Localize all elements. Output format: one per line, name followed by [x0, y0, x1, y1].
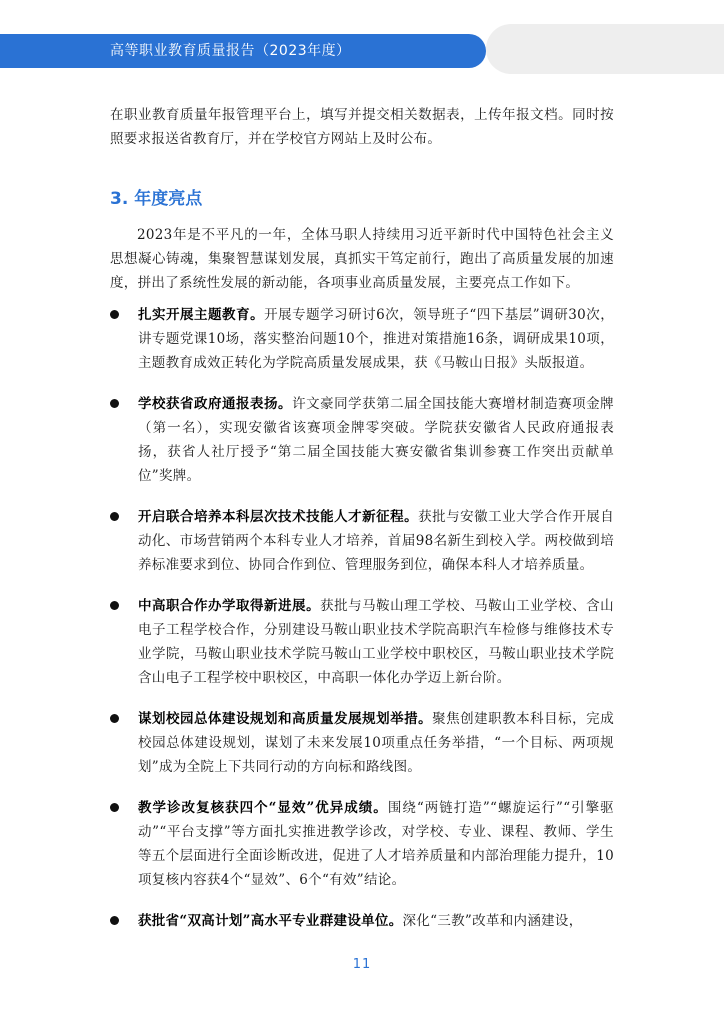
bullet-icon [110, 399, 119, 408]
bullet-icon [110, 601, 119, 610]
section-paragraph: 2023年是不平凡的一年，全体马职人持续用习近平新时代中国特色社会主义思想凝心铸魂，集聚智慧谋划发展，真抓实干笃定前行，跑出了高质量发展的加速度，拼出了系统性发展的新动能，各项事业高质量发展，主要亮点工作如下。 [110, 227, 614, 291]
bullet-icon [110, 714, 119, 723]
item-body: 开展专题学习研讨6次，领导班子“四下基层”调研30次，讲专题党课10场，落实整治问题10个，推进对策措施16条，调研成果10项，主题教育成效正转化为学院高质量发展成果，获《马鞍山日报》头版报道。 [138, 307, 615, 371]
section-heading: 3. 年度亮点 [110, 189, 203, 209]
item-body: 许文豪同学获第二届全国技能大赛增材制造赛项金牌（第一名），实现安徽省该赛项金牌零突破。学院获安徽省人民政府通报表扬，获省人社厅授予“第二届全国技能大赛安徽省集训参赛工作突出贡献单位”奖牌。 [138, 396, 614, 484]
bullet-icon [110, 916, 119, 925]
list-item [110, 707, 614, 779]
page-number: 11 [352, 957, 372, 972]
item-lead: 谋划校园总体建设规划和高质量发展规划举措。 [138, 711, 433, 727]
list-item [110, 505, 614, 577]
item-body: 围绕“两链打造”“螺旋运行”“引擎驱动”“平台支撑”等方面扎实推进教学诊改，对学校、专业、课程、教师、学生等五个层面进行全面诊断改进，促进了人才培养质量和内部治理能力提升，10项复核内容获4个“显效”、6个“有效”结论。 [138, 800, 614, 888]
bullet-icon [110, 803, 119, 812]
item-lead: 开启联合培养本科层次技术技能人才新征程。 [138, 509, 419, 525]
highlights-list [110, 303, 614, 950]
item-body: 获批与安徽工业大学合作开展自动化、市场营销两个本科专业人才培养，首届98名新生到校入学。两校做到培养标准要求到位、协同合作到位、管理服务到位，确保本科人才培养质量。 [138, 509, 615, 573]
item-body: 深化“三教”改革和内涵建设， [402, 913, 583, 929]
item-lead: 教学诊改复核获四个“显效”优异成绩。 [138, 800, 388, 816]
item-lead: 扎实开展主题教育。 [138, 307, 265, 323]
item-lead: 中高职合作办学取得新进展。 [138, 598, 321, 614]
item-lead: 获批省“双高计划”高水平专业群建设单位。 [138, 913, 403, 929]
list-item [110, 594, 614, 690]
bullet-icon [110, 512, 119, 521]
bullet-icon [110, 310, 119, 319]
header-decoration [486, 24, 724, 74]
intro-paragraph: 在职业教育质量年报管理平台上，填写并提交相关数据表，上传年报文档。同时按照要求报送省教育厅，并在学校官方网站上及时公布。 [110, 107, 614, 147]
item-body: 聚焦创建职教本科目标，完成校园总体建设规划，谋划了未来发展10项重点任务举措，“一个目标、两项规划”成为全院上下共同行动的方向标和路线图。 [138, 711, 614, 775]
list-item [110, 796, 614, 892]
item-lead: 学校获省政府通报表扬。 [138, 396, 293, 412]
list-item [110, 303, 614, 375]
list-item [110, 909, 614, 933]
report-title: 高等职业教育质量报告（2023年度） [110, 43, 351, 59]
list-item [110, 392, 614, 488]
item-body: 获批与马鞍山理工学校、马鞍山工业学校、含山电子工程学校合作，分别建设马鞍山职业技术学院高职汽车检修与维修技术专业学院，马鞍山职业技术学院马鞍山工业学校中职校区，马鞍山职业技术学院含山电子工程学校中职校区，中高职一体化办学迈上新台阶。 [138, 598, 614, 686]
